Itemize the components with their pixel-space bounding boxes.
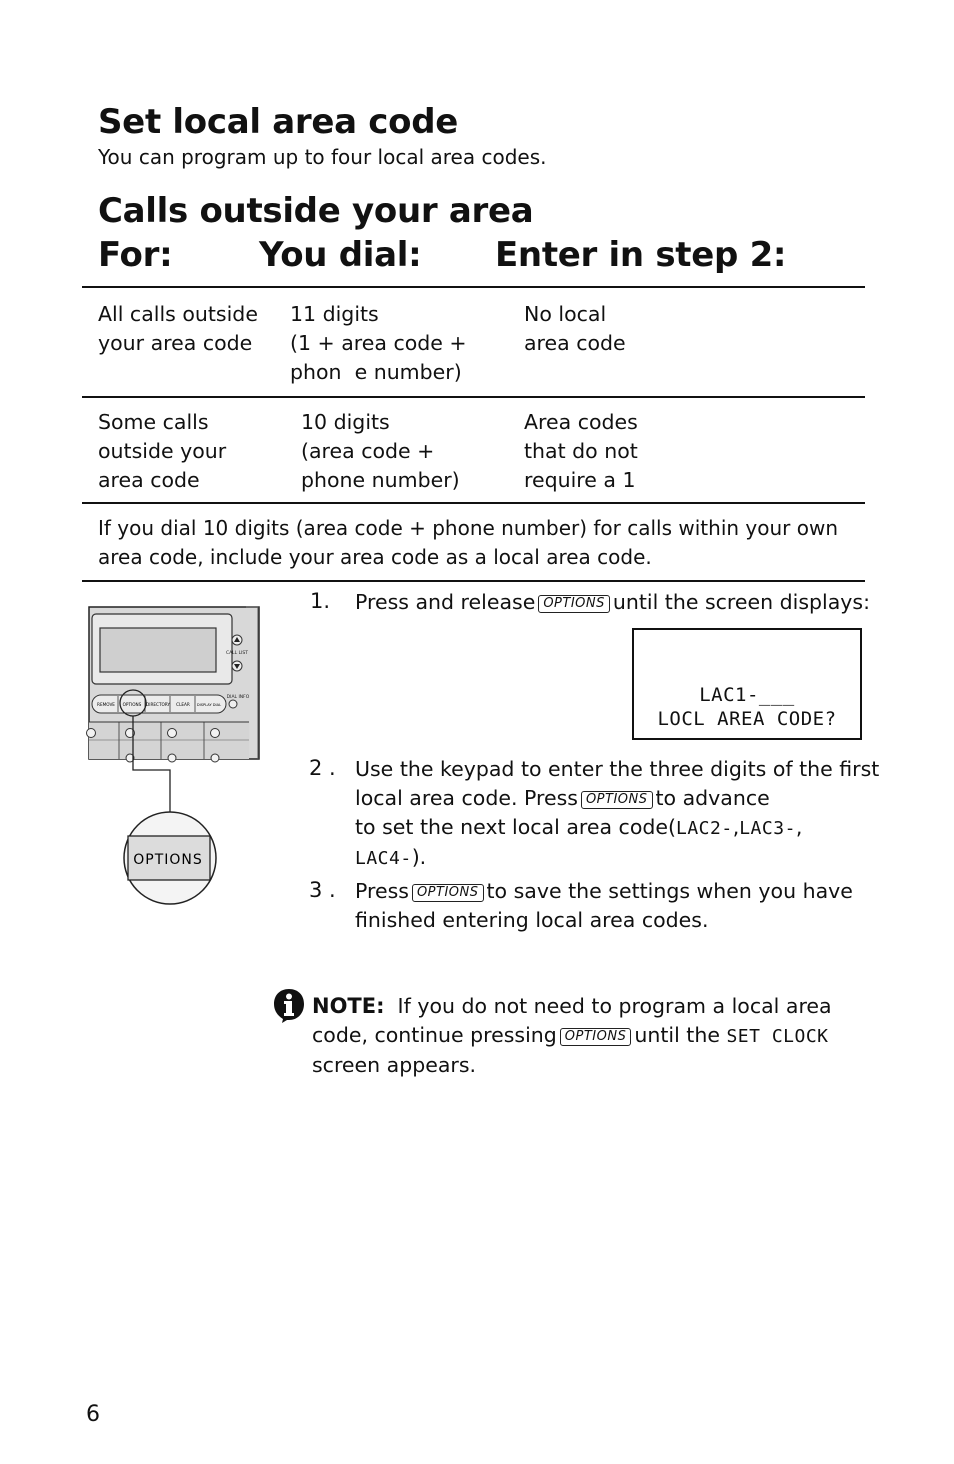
dial-info-button [229, 700, 237, 708]
dial-info-label: DIAL INFO [226, 695, 250, 700]
table-row [98, 300, 258, 358]
step-text: to advance [655, 786, 770, 810]
step-1-text [355, 588, 870, 617]
cell-text: that do not [524, 439, 638, 463]
cell-text: outside your [98, 439, 227, 463]
info-icon [272, 988, 306, 1024]
display-dial-button-label: DISPLAY DIAL [196, 703, 222, 707]
cell-text: All calls outside [98, 302, 258, 326]
step-number: 2 . [309, 756, 336, 780]
keypad-key [211, 729, 220, 738]
screen-line-1: LAC1-___ [699, 684, 795, 706]
note-line: area code, include your area code as a local area code. [98, 545, 652, 569]
keypad-key [168, 729, 177, 738]
options-key-icon: OPTIONS [581, 791, 653, 809]
note-line: If you dial 10 digits (area code + phone number) for calls within your own [98, 516, 838, 540]
cell-text: 11 digits [290, 302, 379, 326]
col-header-enter: Enter in step 2: [495, 235, 787, 275]
phone-illustration [86, 604, 266, 908]
remove-button-label: REMOVE [97, 702, 115, 707]
page-title: Set local area code [98, 102, 458, 142]
cell-text: Area codes [524, 410, 638, 434]
step-3-text [355, 877, 895, 935]
cell-text: require a 1 [524, 468, 636, 492]
page-number: 6 [86, 1402, 100, 1427]
table-cell-dial [290, 300, 467, 387]
callout-options-label: OPTIONS [133, 852, 203, 868]
step-text: to set the next local area code [355, 815, 668, 839]
cell-text: area code [524, 331, 626, 355]
step-number: 1. [310, 589, 331, 613]
cell-text: your area code [98, 331, 253, 355]
intro-text: You can program up to four local area codes. [98, 145, 547, 169]
screen-display [632, 628, 862, 740]
options-key-icon: OPTIONS [560, 1028, 632, 1046]
table-bottom-rule [82, 502, 865, 504]
cell-text: phon e number) [290, 360, 462, 384]
step-text: until the screen displays: [612, 590, 871, 614]
note-text: code, continue pressing [312, 1023, 557, 1047]
cell-text: 10 digits [301, 410, 390, 434]
note-label: NOTE: [312, 994, 385, 1018]
step-text: Press [355, 879, 409, 903]
step-text: local area code. Press [355, 786, 578, 810]
col-header-for: For: [98, 235, 173, 275]
lcd-text: SET CLOCK [726, 1026, 829, 1047]
table-top-rule [82, 286, 865, 288]
cell-text: (area code + [301, 439, 435, 463]
options-key-icon: OPTIONS [412, 884, 484, 902]
table-cell-enter [524, 300, 626, 358]
options-button-label: OPTIONS [122, 702, 142, 707]
table-row [98, 408, 226, 495]
lcd-text: LAC4- [355, 848, 412, 869]
step-text: Press and release [355, 590, 536, 614]
within-area-note [98, 514, 838, 572]
cell-text: No local [524, 302, 607, 326]
cell-text: area code [98, 468, 200, 492]
options-key-icon: OPTIONS [538, 595, 610, 613]
step-number: 3 . [309, 878, 336, 902]
cell-text: Some calls [98, 410, 209, 434]
note-text: until the [634, 1023, 720, 1047]
step-text: Use the keypad to enter the three digits of the first [355, 757, 880, 781]
step-text: finished entering local area codes. [355, 908, 709, 932]
clear-button-label: CLEAR [176, 702, 190, 707]
note-text: If you do not need to program a local area [397, 994, 832, 1018]
table-cell-enter [524, 408, 638, 495]
section-rule [82, 580, 865, 582]
cell-text: (1 + area code + [290, 331, 467, 355]
section-heading: Calls outside your area [98, 191, 534, 231]
note-block [312, 992, 872, 1080]
lcd-text: LAC3- [739, 818, 796, 839]
col-header-dial: You dial: [259, 235, 422, 275]
phone-display [100, 628, 216, 672]
directory-button-label: DIRECTORY [146, 702, 170, 707]
step-2-text: Use the keypad to enter the three digits of the first local area code. Press OPTIONS to advance to set the next local area code(LAC2-,LAC3-, LAC4-). [355, 755, 895, 873]
step-text: to save the settings when you have [486, 879, 853, 903]
call-list-label: CALL LIST [225, 651, 249, 656]
keypad-key [87, 729, 96, 738]
note-text: screen appears. [312, 1053, 477, 1077]
cell-text: phone number) [301, 468, 460, 492]
lcd-text: LAC2- [676, 818, 733, 839]
table-row-rule [82, 396, 865, 398]
table-cell-dial [301, 408, 460, 495]
screen-line-2: LOCL AREA CODE? [657, 708, 837, 730]
